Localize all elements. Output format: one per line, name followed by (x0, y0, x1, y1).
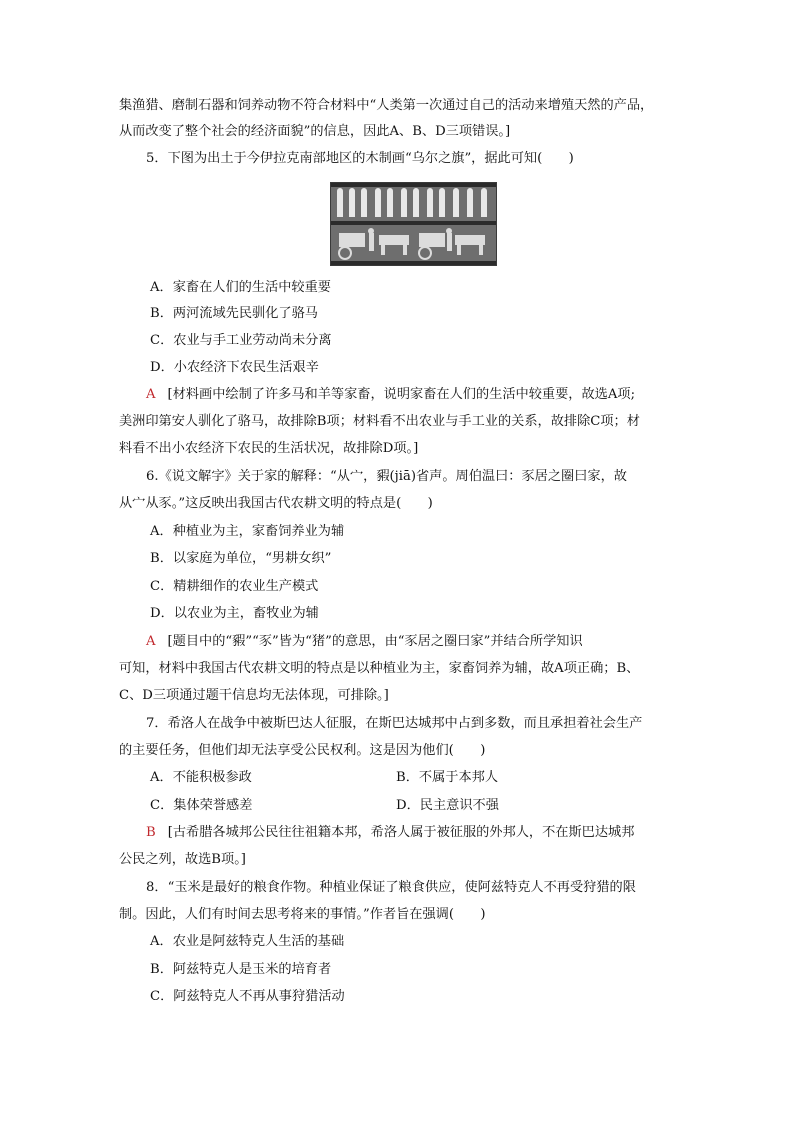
q7-option-a: A．不能积极参政 (150, 770, 252, 785)
q6-option-c: C．精耕细作的农业生产模式 (150, 579, 319, 594)
q6-stem-line-1: 6.《说文解字》关于家的解释：“从宀，豭(jiā)省声。周伯温曰：豕居之圈曰家，故 (146, 469, 627, 484)
q8-option-c: C．阿兹特克人不再从事狩猎活动 (150, 989, 345, 1004)
q7-explanation-line-2: 公民之列，故选B项。] (119, 852, 246, 867)
q6-explanation-text-1: [题目中的“豭”“豕”皆为“猪”的意思，由“豕居之圈曰家”并结合所学知识 (167, 634, 583, 649)
q7-stem-line-2: 的主要任务，但他们却无法享受公民权利。这是因为他们( ) (119, 743, 486, 758)
q5-option-b: B．两河流域先民驯化了骆马 (150, 306, 318, 321)
standard-of-ur-drawing (331, 183, 496, 265)
q7-option-c: C．集体荣誉感差 (150, 798, 253, 813)
q5-explanation-line-1 (146, 385, 635, 405)
q8-option-a: A．农业是阿兹特克人生活的基础 (150, 934, 345, 949)
q6-option-d: D．以农业为主，畜牧业为辅 (150, 606, 319, 621)
q7-answer-letter: B (146, 825, 156, 840)
q8-stem-line-2: 制。因此，人们有时间去思考将来的事情。”作者旨在强调( ) (119, 907, 486, 922)
q5-explanation-text-1: [材料画中绘制了许多马和羊等家畜，说明家畜在人们的生活中较重要，故选A项; (167, 387, 636, 402)
q6-stem-line-2: 从宀从豕。”这反映出我国古代农耕文明的特点是( ) (119, 496, 433, 511)
q6-option-a: A．种植业为主，家畜饲养业为辅 (150, 524, 345, 539)
q5-option-c: C．农业与手工业劳动尚未分离 (150, 333, 332, 348)
q8-option-b: B．阿兹特克人是玉米的培育者 (150, 962, 332, 977)
q4-explanation-line-1: 集渔猎、磨制石器和饲养动物不符合材料中“人类第一次通过自己的活动来增殖天然的产品， (119, 98, 654, 113)
q7-explanation-line-1 (146, 823, 634, 843)
q6-option-b: B．以家庭为单位，“男耕女织” (150, 551, 332, 566)
q8-stem-line-1: 8．“玉米是最好的粮食作物。种植业保证了粮食供应，使阿兹特克人不再受狩猎的限 (146, 880, 636, 895)
q5-explanation-line-2: 美洲印第安人驯化了骆马，故排除B项；材料看不出农业与手工业的关系，故排除C项；材 (119, 414, 640, 429)
q5-stem: 5．下图为出土于今伊拉克南部地区的木制画“乌尔之旗”，据此可知( ) (146, 151, 574, 166)
q6-explanation-line-1 (146, 632, 583, 652)
q7-option-d: D．民主意识不强 (396, 798, 499, 813)
q5-explanation-line-3: 料看不出小农经济下农民的生活状况，故排除D项。] (119, 441, 419, 456)
q7-explanation-text-1: [古希腊各城邦公民往往祖籍本邦，希洛人属于被征服的外邦人，不在斯巴达城邦 (167, 825, 635, 840)
q6-answer-letter: A (146, 634, 156, 649)
q4-explanation-line-2: 从而改变了整个社会的经济面貌”的信息，因此A、B、D三项错误。] (119, 124, 511, 139)
standard-of-ur-image (330, 182, 497, 266)
q6-explanation-line-3: C、D三项通过题干信息均无法体现，可排除。] (119, 688, 389, 703)
q6-explanation-line-2: 可知，材料中我国古代农耕文明的特点是以种植业为主，家畜饲养为辅，故A项正确；B、 (119, 661, 640, 676)
q5-answer-letter: A (146, 387, 156, 402)
q7-stem-line-1: 7．希洛人在战争中被斯巴达人征服，在斯巴达城邦中占到多数，而且承担着社会生产 (146, 716, 643, 731)
q5-option-d: D．小农经济下农民生活艰辛 (150, 360, 319, 375)
q5-option-a: A．家畜在人们的生活中较重要 (150, 280, 331, 295)
q7-option-b: B．不属于本邦人 (396, 770, 499, 785)
